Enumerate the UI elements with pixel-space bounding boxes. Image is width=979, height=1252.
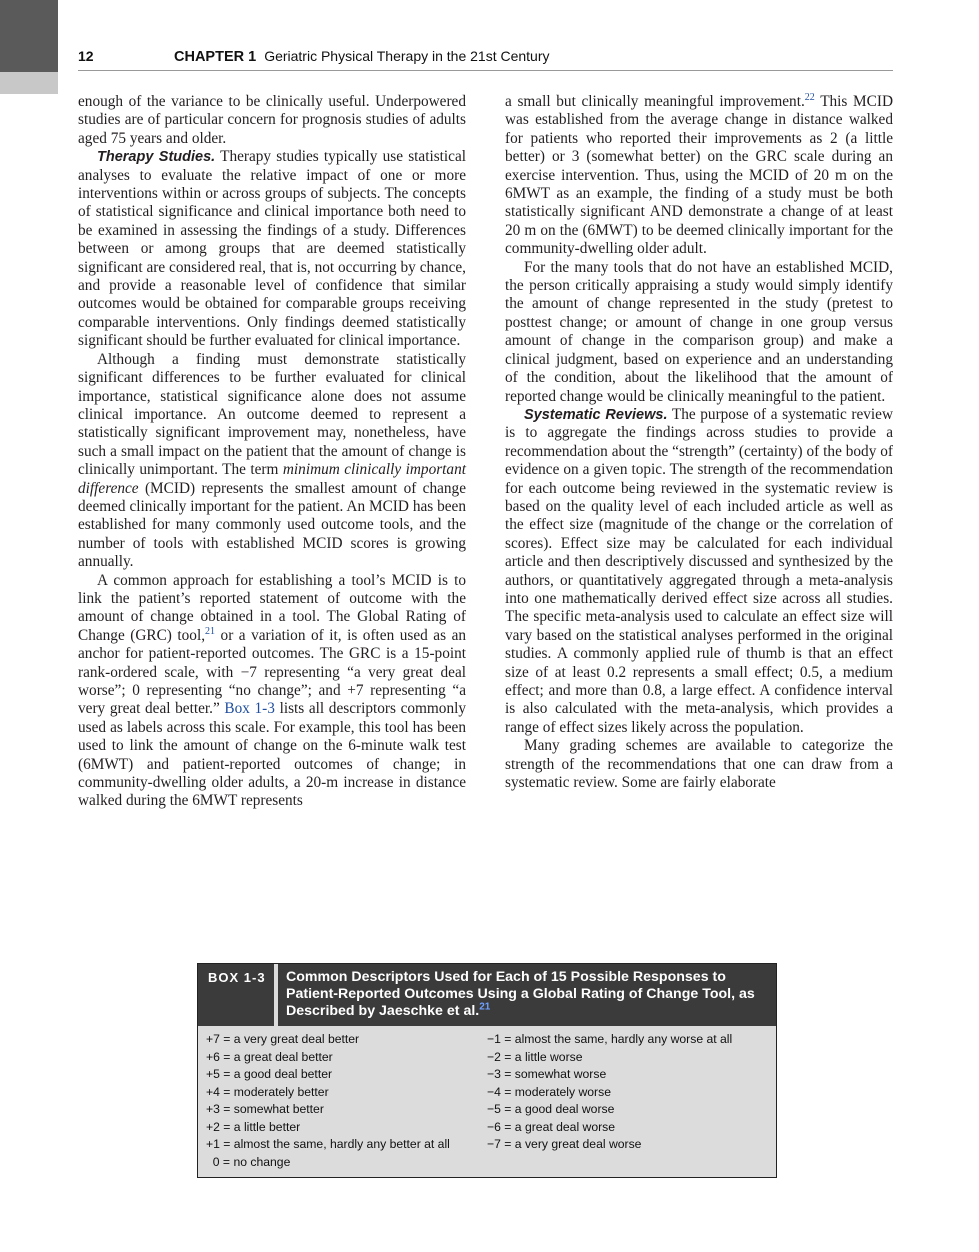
descriptor-item: 0 = no change: [206, 1154, 291, 1169]
paragraph: For the many tools that do not have an established MCID, the person critically appraising a study would simply identify the amount of change represented in the study (pretest to posttest change; or amount of change in one group versus amount of change in the comparison group) and make a clinical judgment, based on experience and an understanding of the condition, about the likelihood that the amount of reported change would be clinically meaningful to the patient.: [505, 258, 893, 405]
box-title-text: Common Descriptors Used for Each of 15 Possible Responses to Patient-Reported Outcomes Using a Global Rating of Change Tool, as Described by Jaeschke et al.: [286, 969, 755, 1019]
page-edge-tab-light: [0, 72, 58, 94]
descriptor-item: −7 = a very great deal worse: [487, 1137, 642, 1151]
paragraph-text: This MCID was established from the average change in distance walked for patients who reported their improvements as 2 (a little better) or 3 (somewhat better) on the GRC scale during an exercise intervention. Thus, using the MCID of 20 m on the 6MWT as an example, the finding of a study must be both statistically significant AND demonstrate a change of at least 20 m on the (6MWT) to be deemed clinically important for the community-dwelling older adult.: [505, 93, 893, 258]
left-column: [78, 93, 466, 811]
citation-ref[interactable]: 22: [804, 91, 815, 103]
page-edge-tab: [0, 0, 58, 72]
italic-term: minimum clinically important difference: [78, 461, 466, 497]
chapter-title: Geriatric Physical Therapy in the 21st Century: [264, 48, 550, 64]
descriptor-item: −4 = moderately worse: [487, 1084, 611, 1099]
descriptor-item: +7 = a very great deal better: [206, 1032, 360, 1046]
chapter-heading: [174, 48, 550, 65]
citation-ref[interactable]: 21: [479, 1001, 491, 1013]
box-left-list: [206, 1031, 487, 1171]
paragraph: [505, 93, 893, 259]
paragraph-text: a small but clinically meaningful improvement.: [505, 93, 805, 110]
chapter-label: CHAPTER 1: [174, 49, 257, 65]
box-right-list: [487, 1031, 768, 1171]
paragraph-text: A common approach for establishing a tool’s MCID is to link the patient’s reported statement of outcome with the amount of change obtained in a tool. The Global Rating of Change (GRC) tool,: [78, 571, 466, 644]
box-1-3: [197, 963, 777, 1178]
descriptor-item: +6 = a great deal better: [206, 1049, 333, 1064]
descriptor-item: +5 = a good deal better: [206, 1067, 333, 1081]
header-rule: [78, 70, 893, 71]
descriptor-item: −5 = a good deal worse: [487, 1102, 615, 1116]
paragraph-systematic-reviews: [505, 406, 893, 737]
box-cross-reference-link[interactable]: Box 1-3: [224, 700, 275, 718]
citation-ref[interactable]: 21: [205, 625, 216, 637]
right-column: [505, 93, 893, 792]
descriptor-item: +2 = a little better: [206, 1119, 301, 1134]
paragraph: [78, 351, 466, 572]
paragraph-text: (MCID) represents the smallest amount of change deemed clinically important for the patient. An MCID has been established for many commonly used outcome tools, and the number of tools with established MCID scores is growing annually.: [78, 479, 466, 571]
box-body: [198, 1026, 776, 1177]
paragraph: Many grading schemes are available to categorize the strength of the recommendations that one can draw from a systematic review. Some are fairly elaborate: [505, 737, 893, 792]
paragraph-therapy-studies: [78, 148, 466, 350]
descriptor-item: +1 = almost the same, hardly any better at all: [206, 1137, 450, 1151]
paragraph-text: The purpose of a systematic review is to aggregate the findings across studies to provide a recommendation about the “strength” (certainty) of the body of evidence on a given topic. The strength of the recommendation for each outcome being reviewed in the systematic review is based on the quality level of each included article as well as the effect size (magnitude of the change or the correlation of scores). Effect size may be calculated for each individual article and then descriptively discussed and synthesized by the authors, or quantitatively aggregated through a meta-analysis into one mathematically derived effect size across all studies. The specific meta-analysis used to calculate an effect size will vary based on the statistical analyses performed in the original studies. A commonly applied rule of thumb is that an effect size of at least 0.2 represents a small effect; 0.5, a medium effect; and more than 0.8, a large effect. A confidence interval is also calculated with the meta-analysis, which provides a range of effect sizes likely across the population.: [505, 405, 893, 736]
descriptor-item: −2 = a little worse: [487, 1049, 583, 1064]
section-heading: Systematic Reviews.: [524, 406, 668, 423]
descriptor-item: +4 = moderately better: [206, 1084, 329, 1099]
paragraph-text: or a variation of it, is often used as an anchor for patient-reported outcomes. The GRC is a 15-point rank-ordered scale, with −7 representing “a very great deal worse”; 0 representing “no change”; and +7 representing “a very great deal better.”: [78, 626, 467, 718]
descriptor-item: +3 = somewhat better: [206, 1102, 324, 1116]
paragraph-text: lists all descriptors commonly used as labels across this scale. For example, this tool has been used to link the amount of change on the 6-minute walk test (6MWT) and patient-reported outcomes of change; in community-dwelling older adults, a 20-m increase in distance walked during the 6MWT represents: [78, 700, 466, 810]
descriptor-item: −1 = almost the same, hardly any worse at all: [487, 1032, 733, 1046]
box-header: [198, 964, 776, 1026]
paragraph-text: Therapy studies typically use statistical analyses to evaluate the relative impact of one or more interventions within or across groups of subjects. The concepts of statistical significance and clinical importance both need to be examined in assessing the findings of a study. Differences between or among groups that are deemed statistically significant are considered real, that is, not occurring by chance, and provide a reasonable level of confidence that similar outcomes would be obtained for comparable groups receiving comparable interventions. Only findings deemed statistically significant should be further evaluated for clinical importance.: [78, 148, 466, 350]
page-number: 12: [78, 48, 94, 64]
paragraph-text: Although a finding must demonstrate statistically significant differences to be further evaluated for clinical importance, statistical significance alone does not assume clinical importance. An outcome deemed to represent a statistically significant improvement may, nonetheless, have such a small impact on the patient that the amount of change is clinically unimportant. The term: [78, 350, 466, 479]
descriptor-item: −3 = somewhat worse: [487, 1067, 607, 1081]
section-heading: Therapy Studies.: [97, 149, 216, 166]
descriptor-item: −6 = a great deal worse: [487, 1119, 616, 1134]
box-label: BOX 1-3: [198, 964, 278, 1026]
paragraph: enough of the variance to be clinically useful. Underpowered studies are of particular concern for prognosis studies of adults aged 75 years and older.: [78, 93, 466, 147]
running-header: [78, 46, 893, 70]
box-title: [278, 964, 776, 1026]
paragraph: [78, 572, 466, 811]
